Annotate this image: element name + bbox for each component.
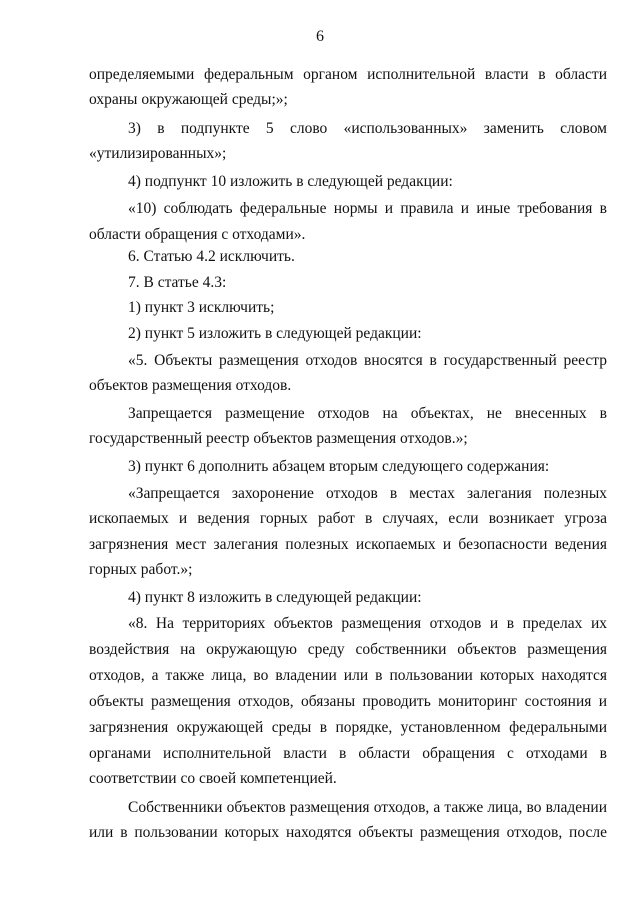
text-line: загрязнения мест залегания полезных ископаемых и безопасности ведения: [89, 536, 607, 553]
text-line: воздействия на окружающую среду собственники объектов размещения: [89, 641, 607, 658]
text-line: отходов, а также лица, во владении или в пользовании которых находятся: [89, 667, 607, 684]
text-line: Собственники объектов размещения отходов, а также лица, во владении: [128, 799, 607, 816]
text-line: «утилизированных»;: [89, 145, 227, 162]
text-line: «8. На территориях объектов размещения отходов и в пределах их: [128, 615, 607, 632]
text-line: ископаемых и ведения горных работ в случаях, если возникает угроза: [89, 510, 607, 527]
text-line: соответствии со своей компетенцией.: [89, 770, 337, 787]
text-line: «5. Объекты размещения отходов вносятся в государственный реестр: [128, 352, 607, 369]
page-number: 6: [316, 28, 324, 45]
text-line: 6. Статью 4.2 исключить.: [128, 248, 295, 265]
text-line: 1) пункт 3 исключить;: [128, 299, 275, 316]
text-line: 2) пункт 5 изложить в следующей редакции:: [128, 325, 422, 342]
text-line: Запрещается размещение отходов на объектах, не внесенных в: [128, 405, 607, 422]
text-line: загрязнения окружающей среды в порядке, установленном федеральными: [89, 719, 607, 736]
text-line: «10) соблюдать федеральные нормы и правила и иные требования в: [128, 200, 607, 217]
text-line: объекты размещения отходов, обязаны проводить мониторинг состояния и: [89, 693, 607, 710]
text-line: 3) пункт 6 дополнить абзацем вторым следующего содержания:: [128, 458, 550, 475]
text-line: 4) подпункт 10 изложить в следующей редакции:: [128, 173, 453, 190]
text-line: 3) в подпункте 5 слово «использованных» заменить словом: [128, 120, 607, 137]
text-line: горных работ.»;: [89, 561, 193, 578]
text-line: органами исполнительной власти в области обращения с отходами в: [89, 745, 607, 762]
text-line: государственный реестр объектов размещения отходов.»;: [89, 430, 468, 447]
text-line: или в пользовании которых находятся объекты размещения отходов, после: [89, 824, 607, 841]
text-line: охраны окружающей среды;»;: [89, 91, 288, 108]
text-line: объектов размещения отходов.: [89, 377, 292, 394]
text-line: области обращения с отходами».: [89, 226, 306, 243]
text-line: «Запрещается захоронение отходов в местах залегания полезных: [128, 485, 607, 502]
text-line: 4) пункт 8 изложить в следующей редакции:: [128, 589, 422, 606]
text-line: определяемыми федеральным органом исполнительной власти в области: [89, 66, 607, 83]
text-line: 7. В статье 4.3:: [128, 274, 227, 291]
